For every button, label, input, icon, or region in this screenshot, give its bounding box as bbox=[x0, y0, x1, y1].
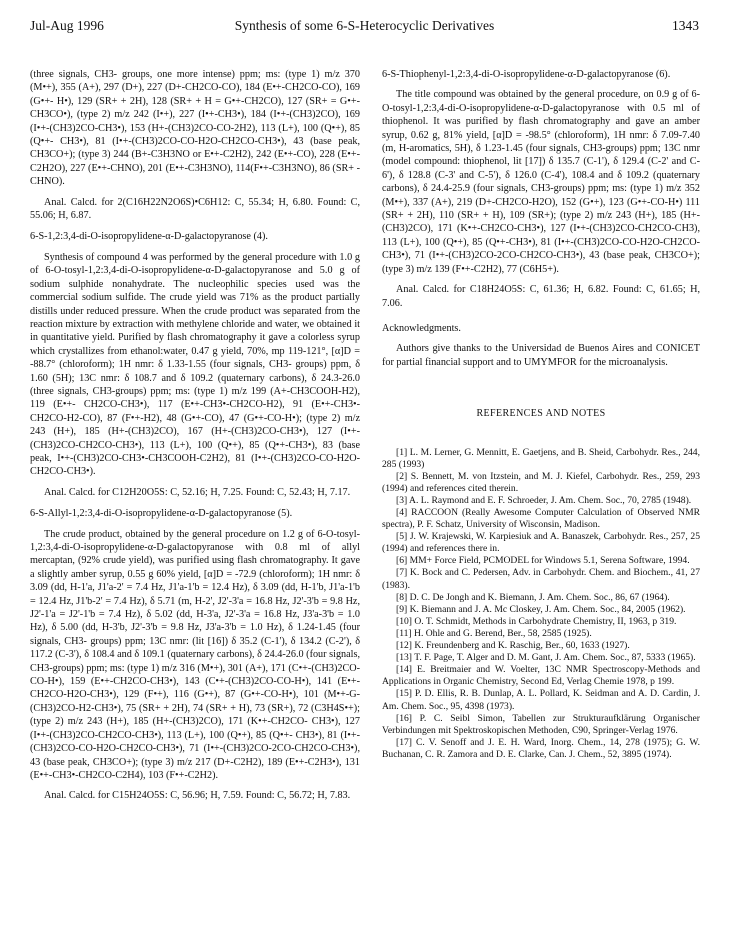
compound-6-heading: 6-S-Thiophenyl-1,2:3,4-di-O-isopropylidene-α-D-galactopyranose (6). bbox=[382, 69, 671, 80]
compound-5-procedure: The crude product, obtained by the general procedure on 1.2 g of 6-O-tosyl-1,2:3,4-di-O-isopropylidene-α-D-galactopyranose with 0.8 ml of allyl mercaptan, (92% crude yield), was purified using flash chromatography. It gave a slightly amber syrup, 0.55 g 60% yield, [α]D = -72.9 (chloroform); 1H nmr: δ 3.09 (dd, H-1'a, J1'a-2' = 7.4 Hz, J1'a-1'b = 12.4 Hz), δ 3.09 (dd, H-1'b, J1'a-1'b = 12.4 Hz, J1'b-2' = 7.4 Hz), δ 5.71 (m, H-2', J2'-3'a = 16.8 Hz, J2'-3'b = 9.8 Hz, J2'-1'a = J2'-1'b = 7.4 Hz), δ 5.02 (dd, H-3'a, J2'-3'a = 16.8 Hz, J3'a-3'b = 1.0 Hz), δ 5.00 (dd, H-3'b, J2'-3'b = 9.8 Hz, J3'a-3'b = 1.0 Hz), δ 1.24-1.45 (four signals, CH3- groups) ppm; 13C nmr: (lit [16]) δ 35.2 (C-1'), δ 134.2 (C-2'), δ 117.2 (C-3'), δ 108.4 and δ 109.1 (quaternary carbons), δ 24.4-26.0 (four signals, CH3-groups) ppm; ms: (type 1) m/z 316 (M•+), 301 (A+), 171 (C•+-(CH3)2CO-CO-H•), 159 (E•+-CH2CO-CH3•), 143 (C•+-(CH3)2CO-CO-H•), 141 (E•+-CH2CO-H2O-CH3•), 129 (F•+), 116 (G•+), 87 (G•+-CO-H•), 101 (M•+-G-(CH3)2CO-H2-CH3•), 75 (SR+ + 2H), 74 (SR+ + H), 73 (SR+), 72 (C3H4S•+); (type 2) m/z 243 (H+), 185 (H+-(CH3)2CO), 171 (K•+-CH2CO- CH3•), 127 (I•+-(CH3)2CO-CH2CO-CH3•), 113 (L+), 100 (Q•+), 85 (Q•+- CH3•), 81 (I•+-(CH3)2CO-CO-H2O-CH2CO-CH3•), 71 (I•+-(CH3)2CO-2CO-CH2CO-CH3•), 43 (base peak, CH3CO+); (type 3) m/z 217 (D+-C2H2), 189 (E•+-C2H3•), 131 (E•+-CH3•-CH2CO-C2H4), 103 (F•+-C2H2). bbox=[30, 528, 360, 781]
left-column bbox=[30, 68, 360, 803]
references-title: REFERENCES AND NOTES bbox=[476, 408, 606, 420]
reference-item: [11] H. Ohle and G. Berend, Ber., 58, 2585 (1925). bbox=[396, 627, 592, 639]
reference-item: [9] K. Biemann and J. A. Mc Closkey, J. Am. Chem. Soc., 84, 2005 (1962). bbox=[396, 603, 686, 615]
reference-item: [14] E. Breitmaier and W. Voelter, 13C NMR Spectroscopy-Methods and Applications in Organic Chemistry, Second Ed, Verlag Chemie 1978, p 199. bbox=[382, 664, 700, 688]
reference-item: [16] P. C. Seibl Simon, Tabellen zur Strukturaufklärung Organischer Verbindungen mit Spektroskopischen Methoden, C90, Springer-Verlag 1976. bbox=[382, 712, 700, 736]
header-title: Synthesis of some 6-S-Heterocyclic Derivatives bbox=[234, 18, 495, 33]
reference-item: [7] K. Bock and C. Pedersen, Adv. in Carbohydr. Chem. and Biochem., 41, 27 (1983). bbox=[382, 567, 700, 591]
anal-calcd-5: Anal. Calcd. for C15H24O5S: C, 56.96; H, 7.59. Found: C, 56.72; H, 7.83. bbox=[44, 790, 351, 802]
reference-item: [4] RACCOON (Really Awesome Computer Calculation of Observed NMR spectra), P. F. Schatz, University of Wisconsin, Madison. bbox=[382, 507, 700, 531]
reference-item: [10] O. T. Schmidt, Methods in Carbohydrate Chemistry, II, 1963, p 319. bbox=[396, 615, 677, 627]
reference-item: [6] MM+ Force Field, PCMODEL for Windows 5.1, Serena Software, 1994. bbox=[396, 555, 690, 567]
compound-4-heading: 6-S-1,2:3,4-di-O-isopropylidene-α-D-galactopyranose (4). bbox=[30, 231, 268, 243]
acknowledgments-heading: Acknowledgments. bbox=[382, 322, 461, 334]
reference-item: [15] P. D. Ellis, R. B. Dunlap, A. L. Pollard, K. Seidman and A. D. Cardin, J. Am. Chem. Soc., 95, 4398 (1973). bbox=[382, 688, 700, 712]
acknowledgments-text: Authors give thanks to the Universidad de Buenos Aires and CONICET for partial financial support and to UMYMFOR for the microanalysis. bbox=[382, 343, 700, 368]
reference-list bbox=[382, 447, 700, 761]
compound-6-procedure: The title compound was obtained by the general procedure, on 0.9 g of 6-O-tosyl-1,2:3,4-di-O-isopropylidene-α-D-galactopyranose with 0.5 ml of thiophenol. It was purified by flash chromatography and gave an amber syrup, 0.62 g, 81% yield, [α]D = -98.5° (chloroform), 1H nmr: δ 7.09-7.40 (m, H-aromatics, 5H), δ 1.23-1.45 (four signals, CH3-groups) ppm; 13C nmr (model compound: thiophenol, lit [17]) δ 135.7 (C-1'), δ 129.4 (C-2' and C-6'), δ 128.8 (C-3' and C-5'), δ 126.0 (C-4'), 108.4 and δ 109.2 (quaternary carbons), δ 24.4-25.9 (four signals, CH3-groups) ppm; ms: (type 1) m/z 352 (M•+), 337 (A+), 219 (D+-CH2CO-H2O), 152 (G•+), 123 (G•+-CO-H•) 111 (SR+ + 2H), 110 (SR+ + H), 109 (SR+); (type 2) m/z 243 (H+), 185 (H+-(CH3)2CO), 171 (K•+-CH2CO-CH3•), 127 (I•+-(CH3)2CO-CH2CO-CH3), 113 (L+), 100 (Q•+), 85 (Q•+-CH3•), 81 (I•+-(CH3)2CO-CO-H2O-CH2CO-CH3•), 71 (I•+-(CH3)2CO-2CO-CH2CO-CH3•), 43 (base peak, CH3CO+); (type 3) m/z 139 (F•+-C2H2), 77 (C6H5+). bbox=[382, 89, 700, 275]
anal-calcd-6: Anal. Calcd. for C18H24O5S: C, 61.36; H, 6.82. Found: C, 61.65; H, 7.06. bbox=[382, 284, 700, 309]
ms-data-continued: (three signals, CH3- groups, one more intense) ppm; ms: (type 1) m/z 370 (M•+), 355 (A+), 297 (D+), 227 (D+-CH2CO-CO), 184 (E•+-CH2CO-CO), 169 (G•+- H•), 129 (SR+ + 2H), 128 (SR+ + H = G•+-CH2CO), 127 (SR+ = G•+-CH3CO•), (type 2) m/z 242 (I•+), 227 (I•+-CH3•), 184 (I•+-(CH3)2CO), 169 (I•+-(CH3)2CO-CH3•), 153 (H+-(CH3)2CO-CO-2H2), 113 (L+), 100 (Q•+), 85 (Q•+- CH3•), 81 (I•+-(CH3)2CO-CO-H2O-CH2CO-CH3•), 43 (base peak, CH3CO+); (type 3) 244 (B+-C3H3NO or E•+-C2H2), 242 (E•+-CO), 228 (E•+-C2H2O), 227 (E•+-CHNO), 201 (E•+-C3H3NO), 114(F•+-C3H3NO), 86 (SR+ -CHNO). bbox=[30, 69, 360, 188]
compound-5-heading: 6-S-Allyl-1,2:3,4-di-O-isopropylidene-α-D-galactopyranose (5). bbox=[30, 508, 293, 520]
reference-item: [1] L. M. Lerner, G. Mennitt, E. Gaetjens, and B. Sheid, Carbohydr. Res., 244, 285 (1993) bbox=[382, 446, 700, 470]
page-number: 1343 bbox=[672, 18, 699, 33]
reference-item: [5] J. W. Krajewski, W. Karpiesiuk and A. Banaszek, Carbohydr. Res., 257, 25 (1994) and references there in. bbox=[382, 531, 700, 555]
reference-item: [17] C. V. Senoff and J. E. H. Ward, Inorg. Chem., 14, 278 (1975); G. W. Buchanan, C. R. Zamora and D. E. Clarke, Can. J. Chem., 52, 3895 (1974). bbox=[382, 736, 700, 760]
running-header bbox=[30, 18, 699, 38]
reference-item: [12] K. Freundenberg and K. Raschig, Ber., 60, 1633 (1927). bbox=[396, 640, 630, 652]
header-date: Jul-Aug 1996 bbox=[30, 18, 104, 33]
reference-item: [2] S. Bennett, M. von Itzstein, and M. J. Kiefel, Carbohydr. Res., 259, 293 (1994) and references cited therein. bbox=[382, 470, 700, 494]
right-column bbox=[382, 68, 700, 761]
reference-item: [3] A. L. Raymond and E. F. Schroeder, J. Am. Chem. Soc., 70, 2785 (1948). bbox=[396, 494, 692, 506]
anal-calcd-3: Anal. Calcd. for 2(C16H22N2O6S)•C6H12: C, 55.34; H, 6.80. Found: C, 55.06; H, 6.87. bbox=[30, 196, 360, 222]
compound-4-procedure: Synthesis of compound 4 was performed by the general procedure with 1.0 g of 6-O-tosyl-1,2:3,4-di-O-isopropylidene-α-D-galactopyranose and 5.0 g of sodium sulphide nonahydrate. The nucleophilic species used was the commercial sodium sulfide. The crude yield was 71% as the product partially distills under reduced pressure. When the crude product was separated from the reaction mixture by extraction with methylene chloride and water, we obtained it in quantitative yield. Purified by flash chromatography it gave a colorless syrup which crystallizes from ethanol:water, 0.47 g yield, 70%, mp 119-121°, [α]D = -88.7° (chloroform); 1H nmr: δ 1.33-1.55 (four signals, CH3- groups) ppm, δ 1.60 (5H); 13C nmr: δ 108.7 and δ 109.2 (quaternary carbons), δ 24.3-26.0 (three signals, CH3-groups) ppm; ms: (type 1) m/z 199 (A+-CH3COOH-H2), 119 (E•+- CH2CO-CH3•), 117 (E•+-CH3•-CH2CO-H2), 91 (E•+-CH3•-CH2CO-H2-CO), 87 (F•+-H2), 48 (G•+-CO), 47 (G•+-CO-H•); (type 2) m/z 243 (H+), 185 (H+-(CH3)2CO), 167 (H+-(CH3)2CO-CH3•), 127 (I•+-(CH3)2CO-CH2CO-CH3•), 113 (L+), 100 (Q•+), 85 (Q•+-CH3•), 83 (base peak, I•+-(CH3)2CO-CH3•-CH3COOH-C2H2), 81 (I•+-(CH3)2CO-CO-H2O-CH2CO-CH3•). bbox=[30, 251, 360, 478]
anal-calcd-4: Anal. Calcd. for C12H20O5S: C, 52.16; H, 7.25. Found: C, 52.43; H, 7.17. bbox=[44, 486, 351, 498]
reference-item: [13] T. F. Page, T. Alger and D. M. Gant, J. Am. Chem. Soc., 87, 5333 (1965). bbox=[396, 652, 696, 664]
reference-item: [8] D. C. De Jongh and K. Biemann, J. Am. Chem. Soc., 86, 67 (1964). bbox=[396, 591, 670, 603]
